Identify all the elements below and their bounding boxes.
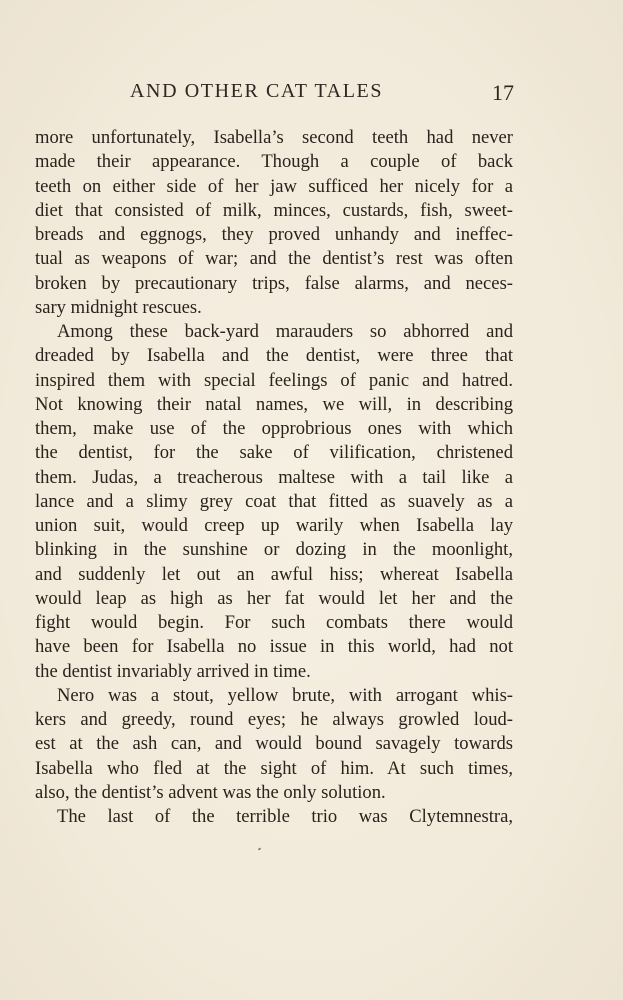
text-line: lance and a slimy grey coat that fitted as suavely as a <box>35 490 513 512</box>
text-line: fight would begin. For such combats there would <box>35 612 513 633</box>
text-line: inspired them with special feelings of panic and hatred. <box>35 369 513 391</box>
text-line: Among these back-yard marauders so abhorred and <box>57 321 513 342</box>
text-line: est at the ash can, and would bound savagely towards <box>35 733 513 755</box>
text-line: dreaded by Isabella and the dentist, were three that <box>35 345 513 367</box>
text-line: also, the dentist’s advent was the only solution. <box>35 781 386 803</box>
text-line: them, make use of the opprobrious ones with which <box>35 418 513 439</box>
text-line: the dentist invariably arrived in time. <box>35 660 311 682</box>
text-line: broken by precautionary trips, false alarms, and neces- <box>35 272 513 294</box>
text-line: would leap as high as her fat would let her and the <box>35 587 513 609</box>
body-text <box>35 126 513 829</box>
text-line: and suddenly let out an awful hiss; whereat Isabella <box>35 563 513 585</box>
text-line: sary midnight rescues. <box>35 296 202 318</box>
text-line: made their appearance. Though a couple of back <box>35 151 513 173</box>
text-line: Nero was a stout, yellow brute, with arrogant whis- <box>57 684 513 706</box>
text-line: tual as weapons of war; and the dentist’s rest was often <box>35 248 513 270</box>
text-line: Isabella who fled at the sight of him. At such times, <box>35 757 513 779</box>
text-line: more unfortunately, Isabella’s second teeth had never <box>35 127 513 148</box>
text-line: blinking in the sunshine or dozing in the moonlight, <box>35 539 513 561</box>
text-line: breads and eggnogs, they proved unhandy and ineffec- <box>35 224 513 245</box>
text-line: have been for Isabella no issue in this world, had not <box>35 636 513 658</box>
text-line: kers and greedy, round eyes; he always growled loud- <box>35 709 513 730</box>
text-line: The last of the terrible trio was Clytemnestra, <box>57 806 513 827</box>
running-header: AND OTHER CAT TALES <box>130 80 384 102</box>
page-number: 17 <box>492 80 514 105</box>
text-line: Not knowing their natal names, we will, in describing <box>35 393 513 415</box>
text-line: diet that consisted of milk, minces, custards, fish, sweet- <box>35 199 513 221</box>
paper-speck <box>258 847 262 850</box>
text-line: union suit, would creep up warily when Isabella lay <box>35 515 513 536</box>
text-line: teeth on either side of her jaw sufficed her nicely for a <box>35 175 513 197</box>
text-line: them. Judas, a treacherous maltese with a tail like a <box>35 466 513 488</box>
text-line: the dentist, for the sake of vilification, christened <box>35 442 513 464</box>
